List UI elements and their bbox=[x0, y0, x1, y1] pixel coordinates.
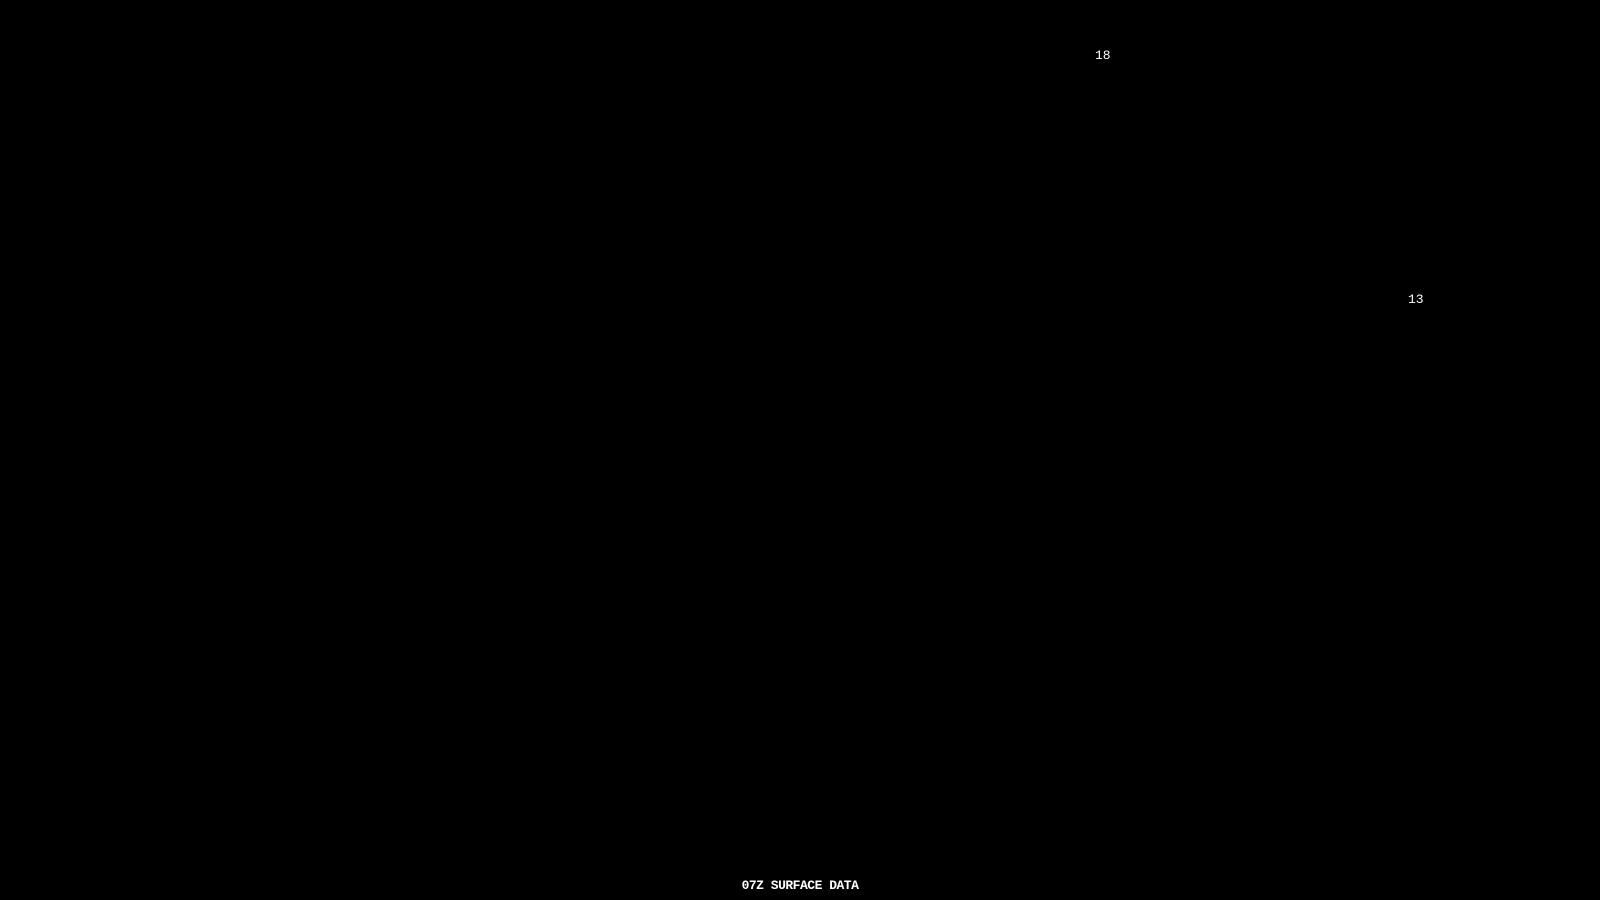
plot-title: 07Z SURFACE DATA bbox=[741, 878, 859, 893]
station-value: 18 bbox=[1095, 48, 1111, 63]
plot-title-bar bbox=[0, 876, 1600, 894]
station-value: 13 bbox=[1408, 292, 1424, 307]
